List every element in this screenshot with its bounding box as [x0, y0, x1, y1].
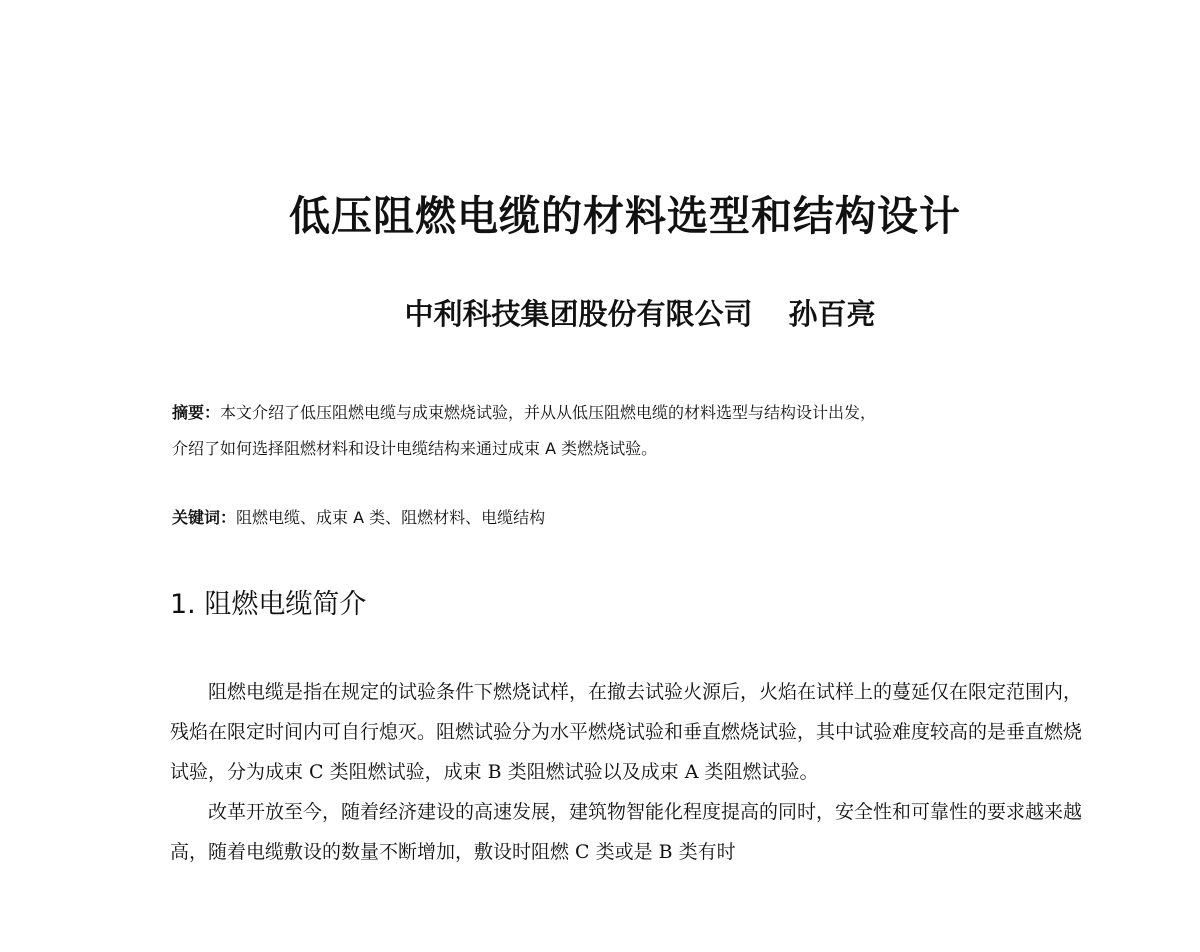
keywords-text: 阻燃电缆、成束 A 类、阻燃材料、电缆结构 — [236, 508, 546, 527]
body-paragraph-1: 阻燃电缆是指在规定的试验条件下燃烧试样，在撤去试验火源后，火焰在试样上的蔓延仅在限定范围内，残焰在限定时间内可自行熄灭。阻燃试验分为水平燃烧试验和垂直燃烧试验，其中试验难度较高的是垂直燃烧试验，分为成束 C 类阻燃试验，成束 B 类阻燃试验以及成束 A 类阻燃试验。 — [170, 681, 1083, 783]
section-heading: 1. 阻燃电缆简介 — [170, 589, 367, 620]
body-paragraph-2: 改革开放至今，随着经济建设的高速发展，建筑物智能化程度提高的同时，安全性和可靠性的要求越来越高，随着电缆敷设的数量不断增加，敷设时阻燃 C 类或是 B 类有时 — [170, 801, 1083, 863]
abstract-line-2 — [172, 439, 1084, 475]
abstract-label: 摘要： — [172, 403, 221, 422]
keywords — [172, 508, 545, 528]
section-body — [170, 672, 1082, 872]
keywords-label: 关键词： — [172, 508, 237, 527]
abstract-text-1: 本文介绍了低压阻燃电缆与成束燃烧试验，并从从低压阻燃电缆的材料选型与结构设计出发， — [220, 403, 877, 422]
abstract-line-1 — [172, 403, 1084, 439]
abstract — [172, 403, 1084, 475]
abstract-text-2: 介绍了如何选择阻燃材料和设计电缆结构来通过成束 A 类燃烧试验。 — [172, 439, 658, 458]
author-name: 孙百亮 — [788, 297, 876, 331]
organization: 中利科技集团股份有限公司 — [404, 297, 753, 331]
byline — [0, 292, 1200, 336]
paper-title: 低压阻燃电缆的材料选型和结构设计 — [289, 192, 961, 240]
